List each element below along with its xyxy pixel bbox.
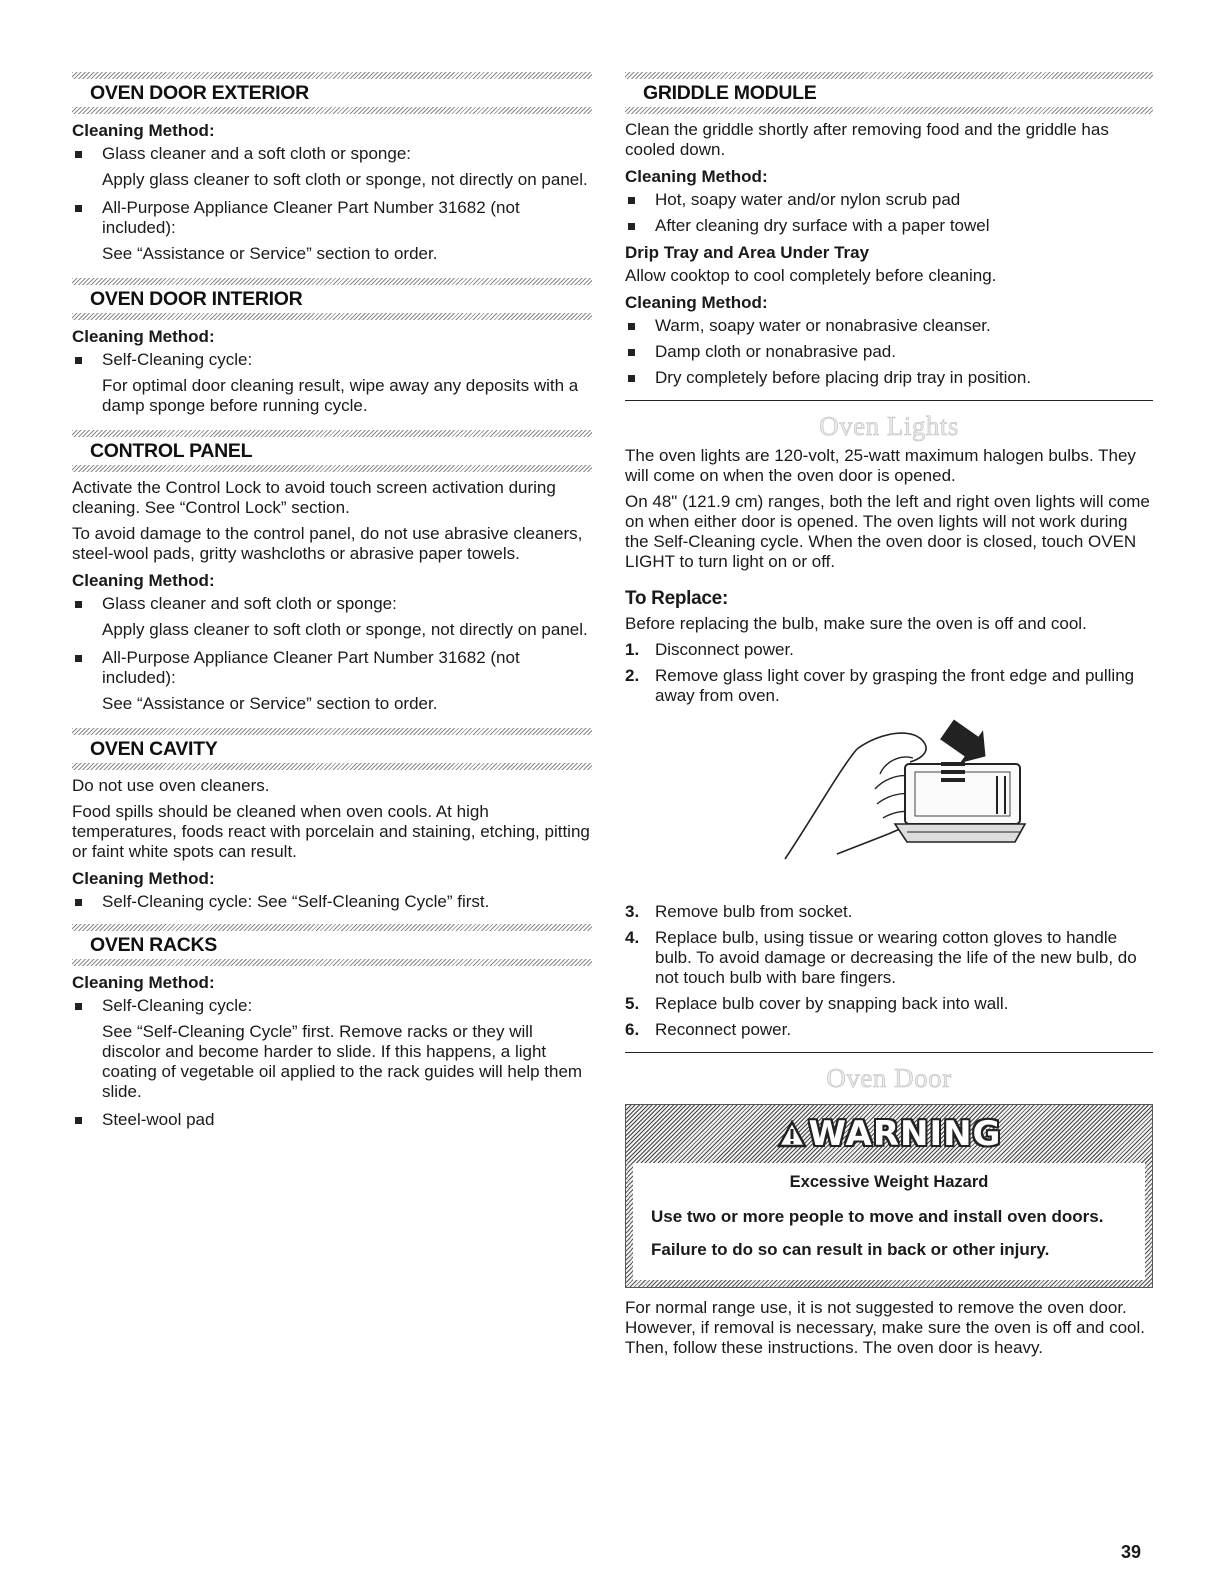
bullet-item: Glass cleaner and a soft cloth or sponge: xyxy=(72,144,592,164)
bullet-subtext: For optimal door cleaning result, wipe away any deposits with a damp sponge before running cycle. xyxy=(102,376,579,415)
cleaning-method-label: Cleaning Method: xyxy=(72,571,215,590)
step-item: 1. Disconnect power. xyxy=(625,640,794,659)
hatch-rule xyxy=(72,728,592,735)
bullet-item: Damp cloth or nonabrasive pad. xyxy=(625,342,1153,362)
drip-tray-label: Drip Tray and Area Under Tray xyxy=(625,243,870,262)
section-header xyxy=(72,72,592,114)
bullet-square-icon xyxy=(75,601,82,608)
hatch-rule xyxy=(72,924,592,931)
warning-triangle-icon xyxy=(777,1120,807,1148)
section-title: GRIDDLE MODULE xyxy=(643,82,817,104)
hatch-rule xyxy=(72,107,592,114)
bullet-item: Self-Cleaning cycle: See “Self-Cleaning Cycle” first. xyxy=(72,892,592,912)
bullet-square-icon xyxy=(628,349,635,356)
bullet-item: Glass cleaner and soft cloth or sponge: xyxy=(72,594,592,614)
step-item: 2. Remove glass light cover by grasping the front edge and pulling away from oven. xyxy=(625,666,1135,705)
cleaning-method-label: Cleaning Method: xyxy=(72,121,215,140)
bullet-square-icon xyxy=(75,205,82,212)
step-item: 4. Replace bulb, using tissue or wearing cotton gloves to handle bulb. To avoid damage or decreasing the life of the new bulb, do not touch bulb with bare fingers. xyxy=(625,928,1137,987)
bullet-item: All-Purpose Appliance Cleaner Part Number 31682 (not included): xyxy=(72,198,592,238)
hatch-rule xyxy=(72,430,592,437)
step-item: 6. Reconnect power. xyxy=(625,1020,792,1039)
hatch-rule xyxy=(72,763,592,770)
step-item: 5. Replace bulb cover by snapping back into wall. xyxy=(625,994,1009,1013)
chapter-title: Oven Door xyxy=(826,1063,952,1093)
hatch-rule xyxy=(72,278,592,285)
section-title: CONTROL PANEL xyxy=(90,440,253,462)
section-oven-door xyxy=(625,1063,1153,1358)
bullet-square-icon xyxy=(628,323,635,330)
chapter-title: Oven Lights xyxy=(819,411,959,441)
paragraph: For normal range use, it is not suggested to remove the oven door. However, if removal is necessary, make sure the oven is off and cool. Then, follow these instructions. The oven door is heavy. xyxy=(625,1298,1146,1357)
section-oven-racks xyxy=(72,924,592,1130)
bullet-item: Steel-wool pad xyxy=(72,1110,592,1130)
bullet-square-icon xyxy=(75,357,82,364)
bullet-item: Self-Cleaning cycle: xyxy=(72,350,592,370)
bullet-item: After cleaning dry surface with a paper towel xyxy=(625,216,1153,236)
section-oven-door-interior xyxy=(72,278,592,416)
paragraph: To avoid damage to the control panel, do not use abrasive cleaners, steel-wool pads, gritty washcloths or abrasive paper towels. xyxy=(72,524,583,563)
bullet-item: Hot, soapy water and/or nylon scrub pad xyxy=(625,190,1153,210)
paragraph: Do not use oven cleaners. xyxy=(72,776,270,795)
light-cover-removal-illustration xyxy=(625,714,1153,884)
section-header xyxy=(72,430,592,472)
cleaning-method-label: Cleaning Method: xyxy=(72,869,215,888)
bullet-subtext: See “Assistance or Service” section to order. xyxy=(102,244,438,263)
section-header xyxy=(625,72,1153,114)
hatch-rule xyxy=(72,959,592,966)
step-item: 3. Remove bulb from socket. xyxy=(625,902,853,921)
cleaning-method-label: Cleaning Method: xyxy=(72,973,215,992)
paragraph: The oven lights are 120-volt, 25-watt maximum halogen bulbs. They will come on when the oven door is opened. xyxy=(625,446,1136,485)
section-header xyxy=(72,278,592,320)
warning-consequence: Failure to do so can result in back or other injury. xyxy=(651,1240,1050,1259)
bullet-square-icon xyxy=(75,1117,82,1124)
paragraph: Activate the Control Lock to avoid touch screen activation during cleaning. See “Control Lock” section. xyxy=(72,478,556,517)
bullet-square-icon xyxy=(628,197,635,204)
section-oven-lights xyxy=(625,411,1153,1040)
bullet-square-icon xyxy=(75,1003,82,1010)
section-oven-door-exterior xyxy=(72,72,592,264)
bullet-square-icon xyxy=(75,655,82,662)
paragraph: Clean the griddle shortly after removing food and the griddle has cooled down. xyxy=(625,120,1109,159)
section-oven-cavity xyxy=(72,728,592,912)
section-control-panel xyxy=(72,430,592,714)
hatch-rule xyxy=(72,313,592,320)
left-column xyxy=(72,72,592,1136)
bullet-subtext: Apply glass cleaner to soft cloth or sponge, not directly on panel. xyxy=(102,620,588,639)
warning-heading: WARNING xyxy=(777,1114,1002,1154)
bullet-square-icon xyxy=(628,375,635,382)
bullet-item: Dry completely before placing drip tray in position. xyxy=(625,368,1153,388)
warning-instruction: Use two or more people to move and install oven doors. xyxy=(651,1207,1104,1226)
hatch-rule xyxy=(625,107,1153,114)
section-title: OVEN DOOR EXTERIOR xyxy=(90,82,309,104)
bullet-item: All-Purpose Appliance Cleaner Part Number 31682 (not included): xyxy=(72,648,592,688)
hatch-rule xyxy=(625,72,1153,79)
page-number: 39 xyxy=(1120,1542,1141,1562)
section-title: OVEN CAVITY xyxy=(90,738,218,760)
bullet-square-icon xyxy=(75,899,82,906)
to-replace-heading: To Replace: xyxy=(625,588,728,609)
bullet-subtext: Apply glass cleaner to soft cloth or sponge, not directly on panel. xyxy=(102,170,588,189)
paragraph: Before replacing the bulb, make sure the oven is off and cool. xyxy=(625,614,1087,633)
section-title: OVEN DOOR INTERIOR xyxy=(90,288,303,310)
cleaning-method-label: Cleaning Method: xyxy=(72,327,215,346)
bullet-subtext: See “Assistance or Service” section to order. xyxy=(102,694,438,713)
section-divider xyxy=(625,1052,1153,1053)
hatch-rule xyxy=(72,465,592,472)
warning-body xyxy=(626,1163,1152,1287)
bullet-item: Self-Cleaning cycle: xyxy=(72,996,592,1016)
section-header xyxy=(72,924,592,966)
hand-removing-cover-icon xyxy=(625,714,1153,884)
warning-box xyxy=(625,1104,1153,1288)
warning-banner xyxy=(626,1105,1152,1163)
bullet-item: Warm, soapy water or nonabrasive cleanser. xyxy=(625,316,1153,336)
bullet-square-icon xyxy=(75,151,82,158)
bullet-subtext: See “Self-Cleaning Cycle” first. Remove racks or they will discolor and become harder to slide. If this happens, a light coating of vegetable oil applied to the rack guides will help them slide. xyxy=(102,1022,583,1101)
hazard-title: Excessive Weight Hazard xyxy=(789,1173,989,1191)
paragraph: On 48" (121.9 cm) ranges, both the left and right oven lights will come on when either door is opened. The oven lights will not work during the Self-Cleaning cycle. When the oven door is closed, touch OVEN LIGHT to turn light on or off. xyxy=(625,492,1150,571)
paragraph: Allow cooktop to cool completely before cleaning. xyxy=(625,266,997,285)
cleaning-method-label: Cleaning Method: xyxy=(625,167,768,186)
bullet-square-icon xyxy=(628,223,635,230)
section-divider xyxy=(625,400,1153,401)
section-griddle-module xyxy=(625,72,1153,388)
right-column xyxy=(625,72,1153,1364)
hatch-rule xyxy=(72,72,592,79)
paragraph: Food spills should be cleaned when oven cools. At high temperatures, foods react with porcelain and staining, etching, pitting or faint white spots can result. xyxy=(72,802,590,861)
section-title: OVEN RACKS xyxy=(90,934,218,956)
section-header xyxy=(72,728,592,770)
cleaning-method-label: Cleaning Method: xyxy=(625,293,768,312)
